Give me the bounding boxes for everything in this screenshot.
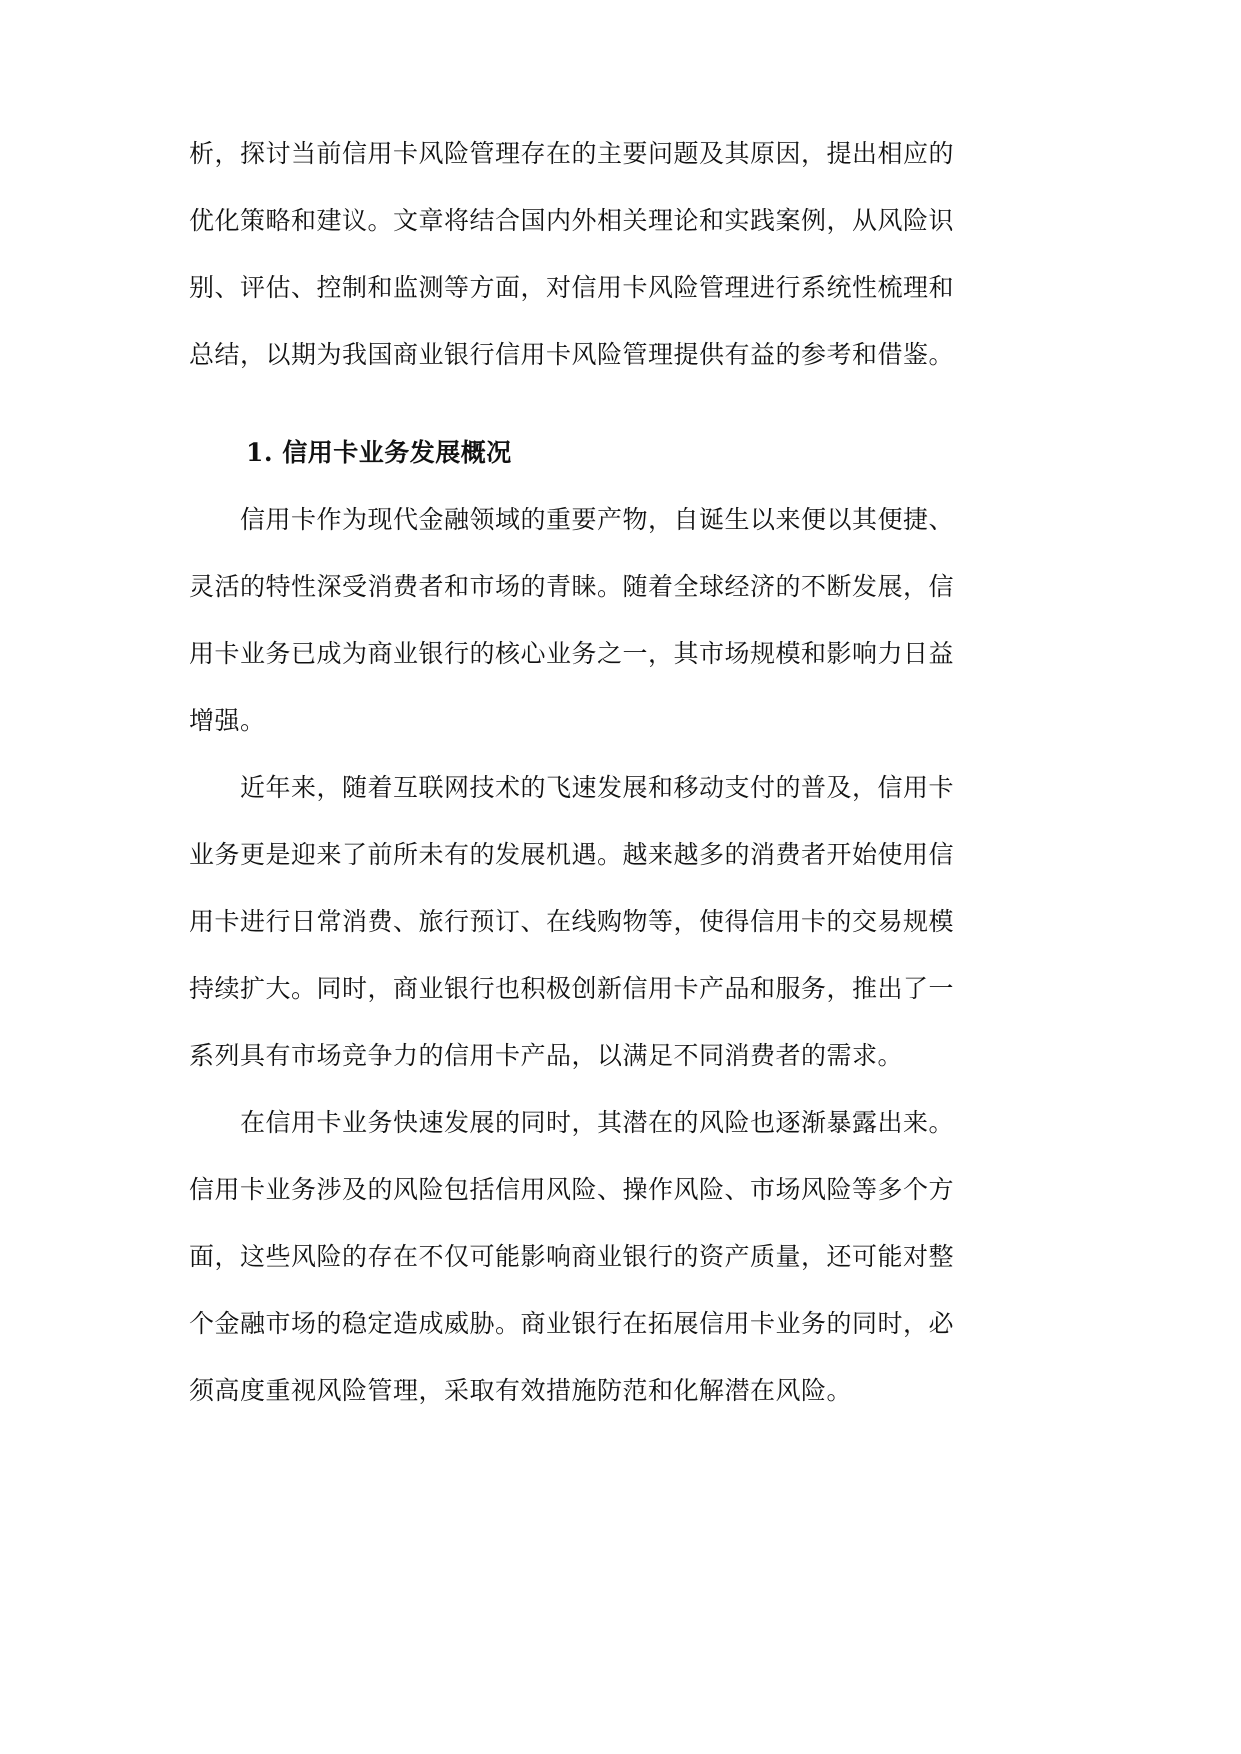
paragraph1-line-4: 增强。 xyxy=(189,706,266,735)
paragraph3-line-4: 个金融市场的稳定造成威胁。商业银行在拓展信用卡业务的同时，必 xyxy=(189,1309,955,1338)
intro-line-2: 优化策略和建议。文章将结合国内外相关理论和实践案例，从风险识 xyxy=(189,206,955,235)
paragraph3-line-2: 信用卡业务涉及的风险包括信用风险、操作风险、市场风险等多个方 xyxy=(189,1175,955,1204)
intro-line-3: 别、评估、控制和监测等方面，对信用卡风险管理进行系统性梳理和 xyxy=(189,273,955,302)
paragraph2-line-5: 系列具有市场竞争力的信用卡产品，以满足不同消费者的需求。 xyxy=(189,1041,904,1070)
section-heading: 1. 信用卡业务发展概况 xyxy=(246,438,512,467)
paragraph1-line-3: 用卡业务已成为商业银行的核心业务之一，其市场规模和影响力日益 xyxy=(189,639,955,668)
intro-line-4: 总结，以期为我国商业银行信用卡风险管理提供有益的参考和借鉴。 xyxy=(189,340,955,369)
paragraph2-line-4: 持续扩大。同时，商业银行也积极创新信用卡产品和服务，推出了一 xyxy=(189,974,955,1003)
paragraph3-line-3: 面，这些风险的存在不仅可能影响商业银行的资产质量，还可能对整 xyxy=(189,1242,955,1271)
paragraph3-line-5: 须高度重视风险管理，采取有效措施防范和化解潜在风险。 xyxy=(189,1376,853,1405)
paragraph2-line-3: 用卡进行日常消费、旅行预订、在线购物等，使得信用卡的交易规模 xyxy=(189,907,955,936)
paragraph2-line-2: 业务更是迎来了前所未有的发展机遇。越来越多的消费者开始使用信 xyxy=(189,840,955,869)
paragraph2-line-1: 近年来，随着互联网技术的飞速发展和移动支付的普及，信用卡 xyxy=(189,773,955,802)
paragraph3-line-1: 在信用卡业务快速发展的同时，其潜在的风险也逐渐暴露出来。 xyxy=(189,1108,955,1137)
intro-line-1: 析，探讨当前信用卡风险管理存在的主要问题及其原因，提出相应的 xyxy=(189,139,955,168)
paragraph1-line-1: 信用卡作为现代金融领域的重要产物，自诞生以来便以其便捷、 xyxy=(189,505,955,534)
paragraph1-line-2: 灵活的特性深受消费者和市场的青睐。随着全球经济的不断发展，信 xyxy=(189,572,955,601)
